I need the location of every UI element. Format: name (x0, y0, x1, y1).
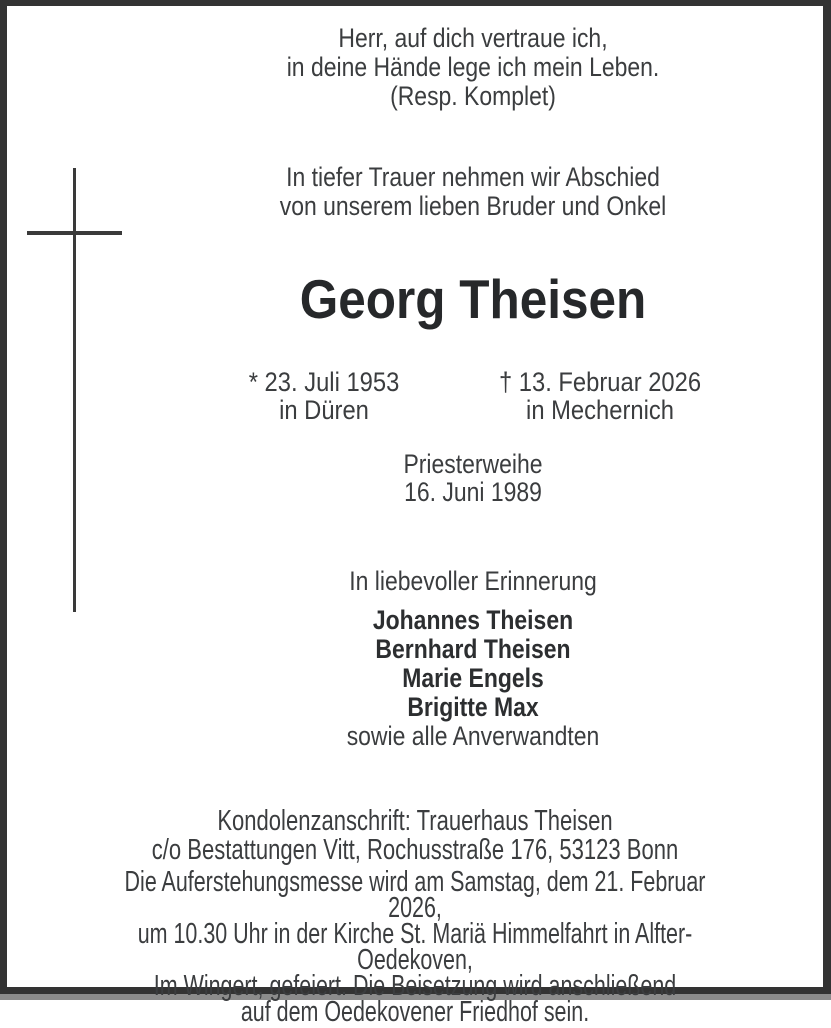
condolence-address (105, 807, 725, 865)
ordination-label: Priesterweihe (403, 449, 543, 479)
frame-border-top (0, 0, 831, 6)
quote-line: Herr, auf dich vertraue ich, (338, 23, 608, 53)
announcement-line: In tiefer Trauer nehmen wir Abschied (286, 162, 660, 192)
birth-place: in Düren (279, 395, 369, 425)
life-dates (0, 368, 831, 428)
death-place: in Mechernich (526, 395, 674, 425)
birth-date: 23. Juli 1953 (264, 367, 400, 397)
mourner-name: Marie Engels (402, 663, 544, 693)
mourning-announcement (169, 163, 778, 221)
deceased-name: Georg Theisen (299, 268, 647, 330)
death-date: 13. Februar 2026 (518, 367, 702, 397)
cross-horizontal-bar (27, 231, 122, 235)
funeral-line: auf dem Oedekovener Friedhof sein. (240, 996, 590, 1028)
frame-border-left (0, 0, 7, 1000)
mourner-name: Johannes Theisen (372, 605, 574, 635)
condolence-line: Kondolenzanschrift: Trauerhaus Theisen (217, 805, 613, 837)
funeral-line: um 10.30 Uhr in der Kirche St. Mariä Himmelfahrt in Alfter-Oedekoven, (137, 918, 693, 976)
funeral-line: Die Auferstehungsmesse wird am Samstag, dem 21. Februar 2026, (124, 866, 706, 924)
frame-border-right (823, 0, 831, 1000)
condolence-line: c/o Bestattungen Vitt, Rochusstraße 176, 53123 Bonn (151, 834, 679, 866)
quote-line: in deine Hände lege ich mein Leben. (286, 52, 660, 82)
religious-quote (169, 24, 778, 111)
quote-source: (Resp. Komplet) (390, 81, 556, 111)
death-date-line (481, 368, 719, 396)
birth-info (227, 368, 421, 424)
death-info (481, 368, 719, 424)
mourner-name: Brigitte Max (407, 692, 539, 722)
mourner-name: Bernhard Theisen (375, 634, 571, 664)
birth-date-line (227, 368, 421, 396)
death-cross-symbol: † (498, 367, 513, 397)
announcement-line: von unserem lieben Bruder und Onkel (279, 191, 667, 221)
mourners-list (169, 606, 778, 751)
funeral-details (113, 866, 717, 1028)
ordination-date: 16. Juni 1989 (404, 477, 542, 507)
remembrance-intro: In liebevoller Erinnerung (349, 566, 597, 596)
birth-symbol: * (248, 367, 258, 397)
mourners-outro: sowie alle Anverwandten (346, 721, 600, 751)
funeral-line: Im Wingert, gefeiert. Die Beisetzung wird anschließend (153, 970, 677, 1002)
ordination-info (169, 450, 778, 506)
